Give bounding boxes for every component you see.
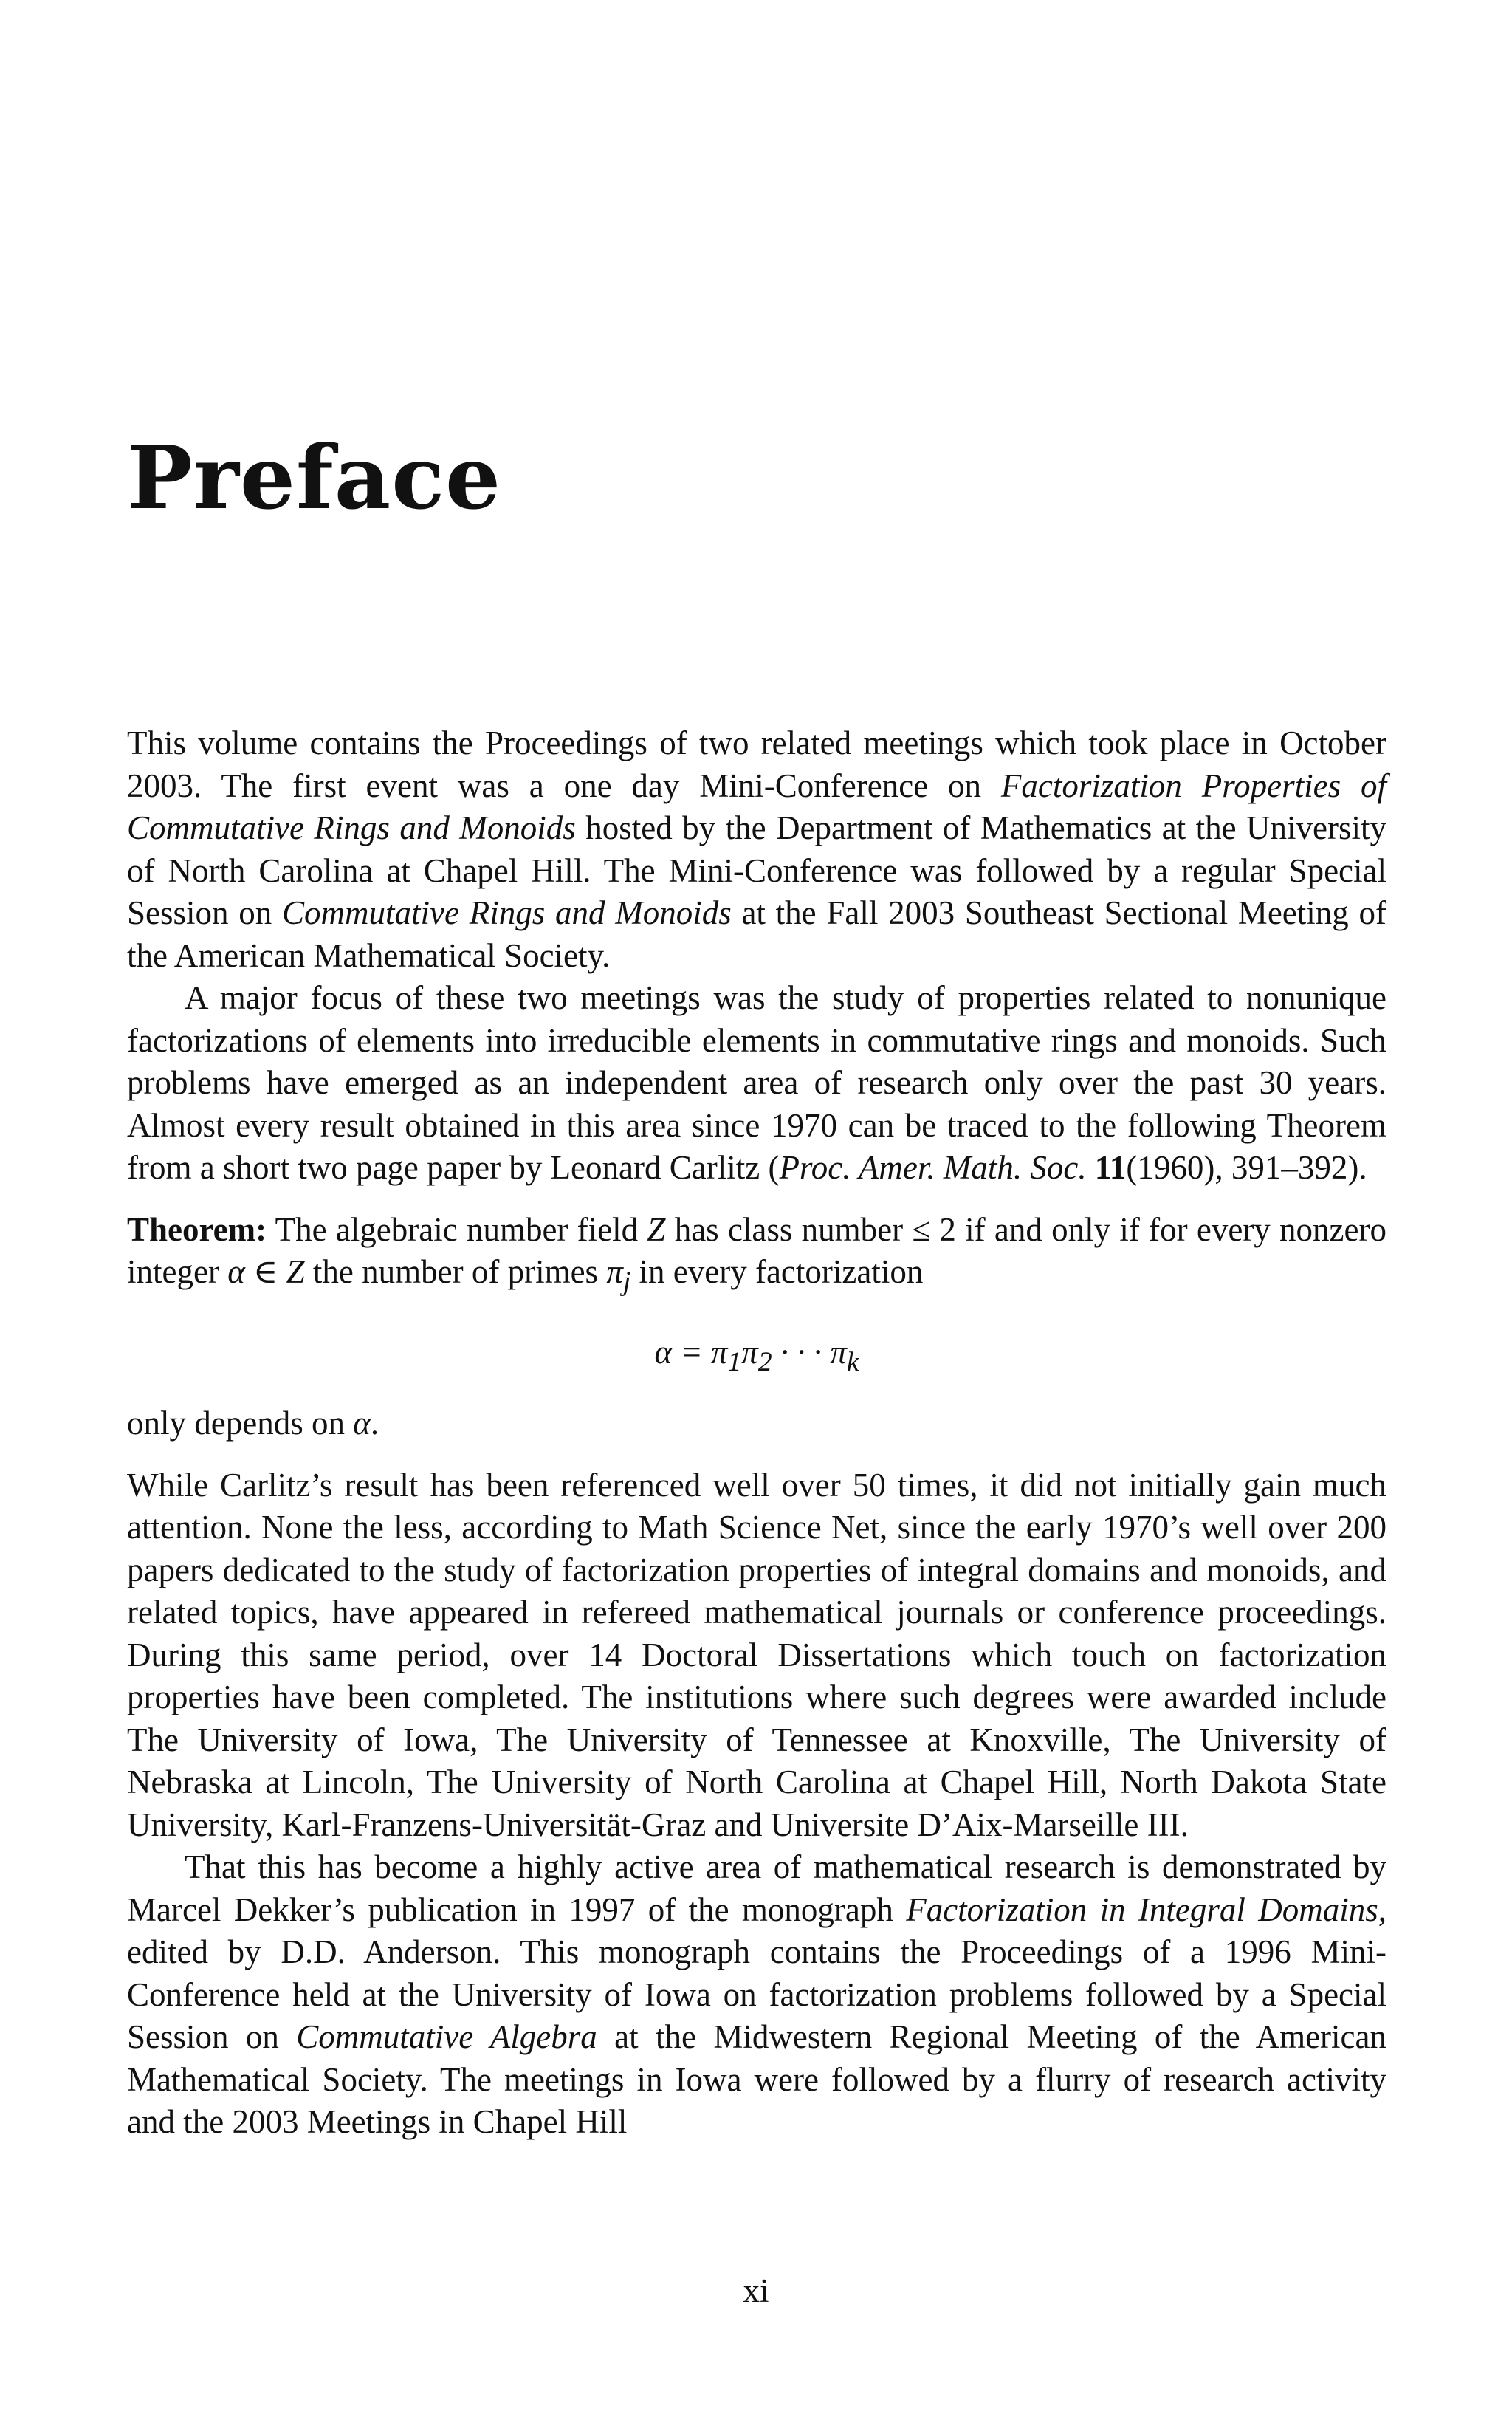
theorem-conclusion <box>127 1402 1386 1445</box>
paragraph-3: While Carlitz’s result has been referenced well over 50 times, it did not initially gain much attention. None the less, according to Math Science Net, since the early 1970’s well over 200 papers dedicated to the study of factorization properties of integral domains and monoids, and related topics, have appeared in refereed mathematical journals or conference proceedings. During this same period, over 14 Doctoral Dissertations which touch on factorization properties have been completed. The institutions where such degrees were awarded include The University of Iowa, The University of Tennessee at Knoxville, The University of Nebraska at Lincoln, The University of North Carolina at Chapel Hill, North Dakota State University, Karl-Franzens-Universität-Graz and Universite D’Aix-Marseille III. <box>127 1466 1386 1843</box>
theorem-text: has class number ≤ 2 if and only if for every nonzero integer <box>127 1210 1386 1290</box>
paragraph-1 <box>127 722 1386 977</box>
paragraph-2-text: (1960), 391–392). <box>1126 1149 1367 1186</box>
paragraph-4 <box>127 1846 1386 2144</box>
theorem-text: the number of primes <box>304 1253 607 1290</box>
paragraph-1-text: hosted by the Department of Mathematics at the University of North Carolina at Chapel Hill. The Mini-Conference was followed by a regular Special Session on <box>127 809 1386 931</box>
paragraph-2-text: A major focus of these two meetings was the study of properties related to nonunique factorizations of elements into irreducible elements in commutative rings and monoids. Such problems have emerged as an independent area of research only over the past 30 years. Almost every result obtained in this area since 1970 can be traced to the following Theorem from a short two page paper by Leonard Carlitz ( <box>127 979 1386 1186</box>
math-pi-subscript: j <box>622 1266 631 1297</box>
equation-subscript: k <box>846 1346 859 1377</box>
paragraph-4-text: , edited by D.D. Anderson. This monograph contains the Proceedings of a 1996 Mini-Conference held at the University of Iowa on factorization problems followed by a Special Session on <box>127 1891 1386 2055</box>
equation-part: α = π <box>654 1333 728 1371</box>
paragraph-1-italic-session: Commutative Rings and Monoids <box>282 894 732 931</box>
theorem-conclusion-text: only depends on <box>127 1405 354 1442</box>
equation-subscript: 2 <box>757 1346 772 1377</box>
theorem-text: in every factorization <box>630 1253 924 1290</box>
equation-subscript: 1 <box>727 1346 742 1377</box>
paragraph-1-text: at the Fall 2003 Southeast Sectional Meeting of the American Mathematical Society. <box>127 894 1387 974</box>
theorem-statement <box>127 1209 1386 1303</box>
paragraph-1-italic-title: Factorization Properties of Commutative Rings and Monoids <box>127 767 1386 846</box>
paragraph-2-space <box>1087 1149 1095 1186</box>
display-equation <box>127 1331 1386 1384</box>
journal-name: Proc. Amer. Math. Soc. <box>779 1149 1087 1186</box>
session-title: Commutative Algebra <box>296 2018 597 2055</box>
equation-part: π <box>741 1333 758 1371</box>
paragraph-4-text: at the Midwestern Regional Meeting of the American Mathematical Society. The meetings in Iowa were followed by a flurry of research activity and the 2003 Meetings in Chapel Hill <box>127 2018 1386 2140</box>
paragraph-2 <box>127 977 1386 1190</box>
paragraph-1-text: This volume contains the Proceedings of two related meetings which took place in October 2003. The first event was a one day Mini-Conference on <box>127 724 1386 804</box>
theorem-text: The algebraic number field <box>267 1210 647 1248</box>
monograph-title: Factorization in Integral Domains <box>906 1891 1378 1928</box>
equation-part: · · · π <box>772 1333 847 1371</box>
page-number: xi <box>743 2272 769 2309</box>
math-z: Z <box>647 1210 666 1248</box>
theorem-label: Theorem: <box>127 1210 267 1248</box>
journal-volume: 11 <box>1094 1149 1127 1186</box>
paragraph-4-text: That this has become a highly active area of mathematical research is demonstrated by Marcel Dekker’s publication in 1997 of the monograph <box>127 1848 1386 1928</box>
theorem-conclusion-end: . <box>370 1405 379 1442</box>
math-alpha-in-z: α ∈ Z <box>227 1253 305 1290</box>
page-title: Preface <box>127 426 502 529</box>
math-alpha: α <box>353 1405 371 1442</box>
preface-body <box>127 722 1386 2144</box>
math-pi: π <box>606 1253 623 1290</box>
